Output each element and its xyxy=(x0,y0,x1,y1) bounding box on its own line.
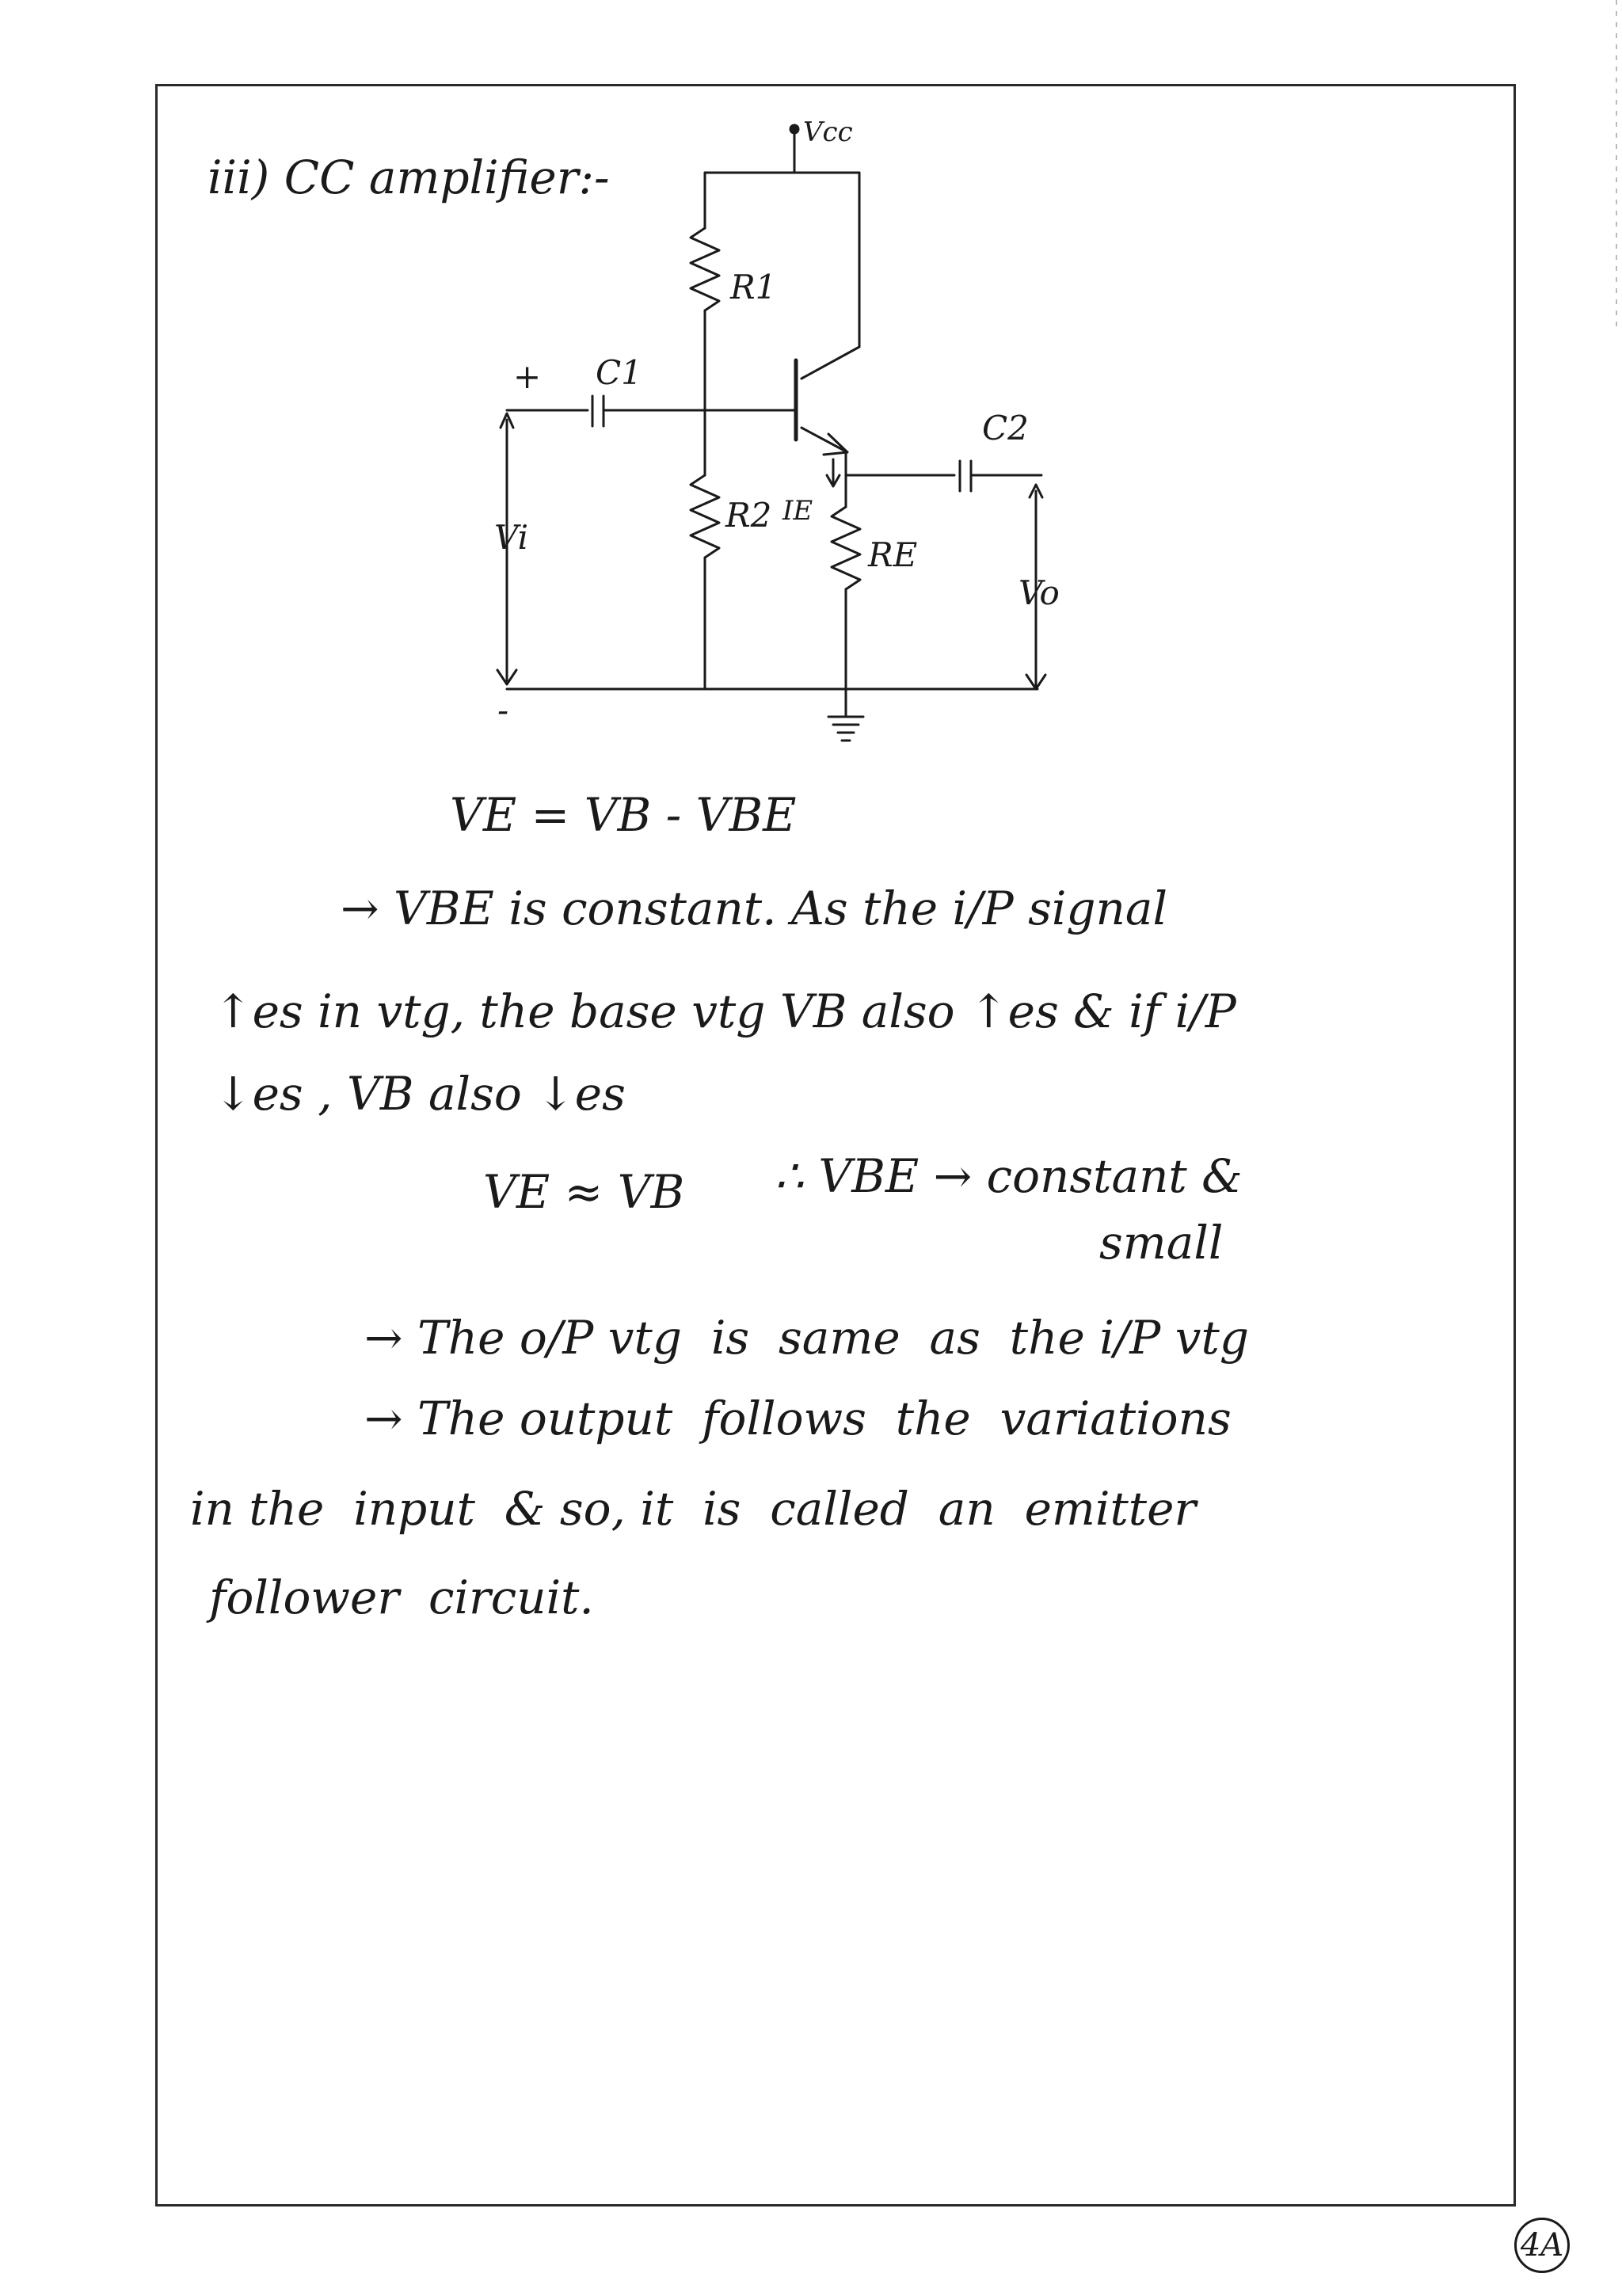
approximation-reason-line-1: ∴ VBE → constant & xyxy=(775,1149,1243,1203)
conclusion-line-1: → The o/P vtg is same as the i/P vtg xyxy=(364,1311,1249,1365)
r2-label: R2 xyxy=(725,496,772,535)
explanation-line-3: ↓es , VB also ↓es xyxy=(214,1067,626,1121)
conclusion-line-2: → The output follows the variations xyxy=(364,1392,1232,1445)
explanation-line-1: → VBE is constant. As the i/P signal xyxy=(341,881,1167,935)
re-label: RE xyxy=(868,535,918,574)
vcc-label: Vcc xyxy=(803,116,853,148)
approximation-equation: VE ≈ VB xyxy=(483,1165,685,1219)
vo-label: Vo xyxy=(1019,573,1060,612)
page-number: 4A xyxy=(1514,2218,1570,2273)
ie-label: IE xyxy=(782,495,813,527)
explanation-line-2: ↑es in vtg, the base vtg VB also ↑es & if i/P xyxy=(214,984,1236,1038)
approximation-reason-line-2: small xyxy=(1099,1216,1224,1270)
emitter-arrow xyxy=(824,434,847,455)
conclusion-line-3: in the input & so, it is called an emitter xyxy=(190,1482,1197,1536)
r1-label: R1 xyxy=(730,268,777,307)
r2-resistor xyxy=(691,475,719,558)
c1-label: C1 xyxy=(596,353,642,392)
emitter-voltage-equation: VE = VB - VBE xyxy=(450,788,797,842)
conclusion-line-4: follower circuit. xyxy=(209,1571,594,1624)
emitter-lead xyxy=(801,428,846,451)
input-plus-sign: + xyxy=(513,357,542,396)
collector-lead xyxy=(801,347,859,379)
re-resistor xyxy=(832,507,860,589)
vi-label: Vi xyxy=(494,518,529,557)
r1-resistor xyxy=(691,228,719,310)
input-minus-sign: - xyxy=(497,691,509,729)
c2-label: C2 xyxy=(982,409,1029,447)
section-heading: iii) CC amplifier:- xyxy=(208,150,610,204)
